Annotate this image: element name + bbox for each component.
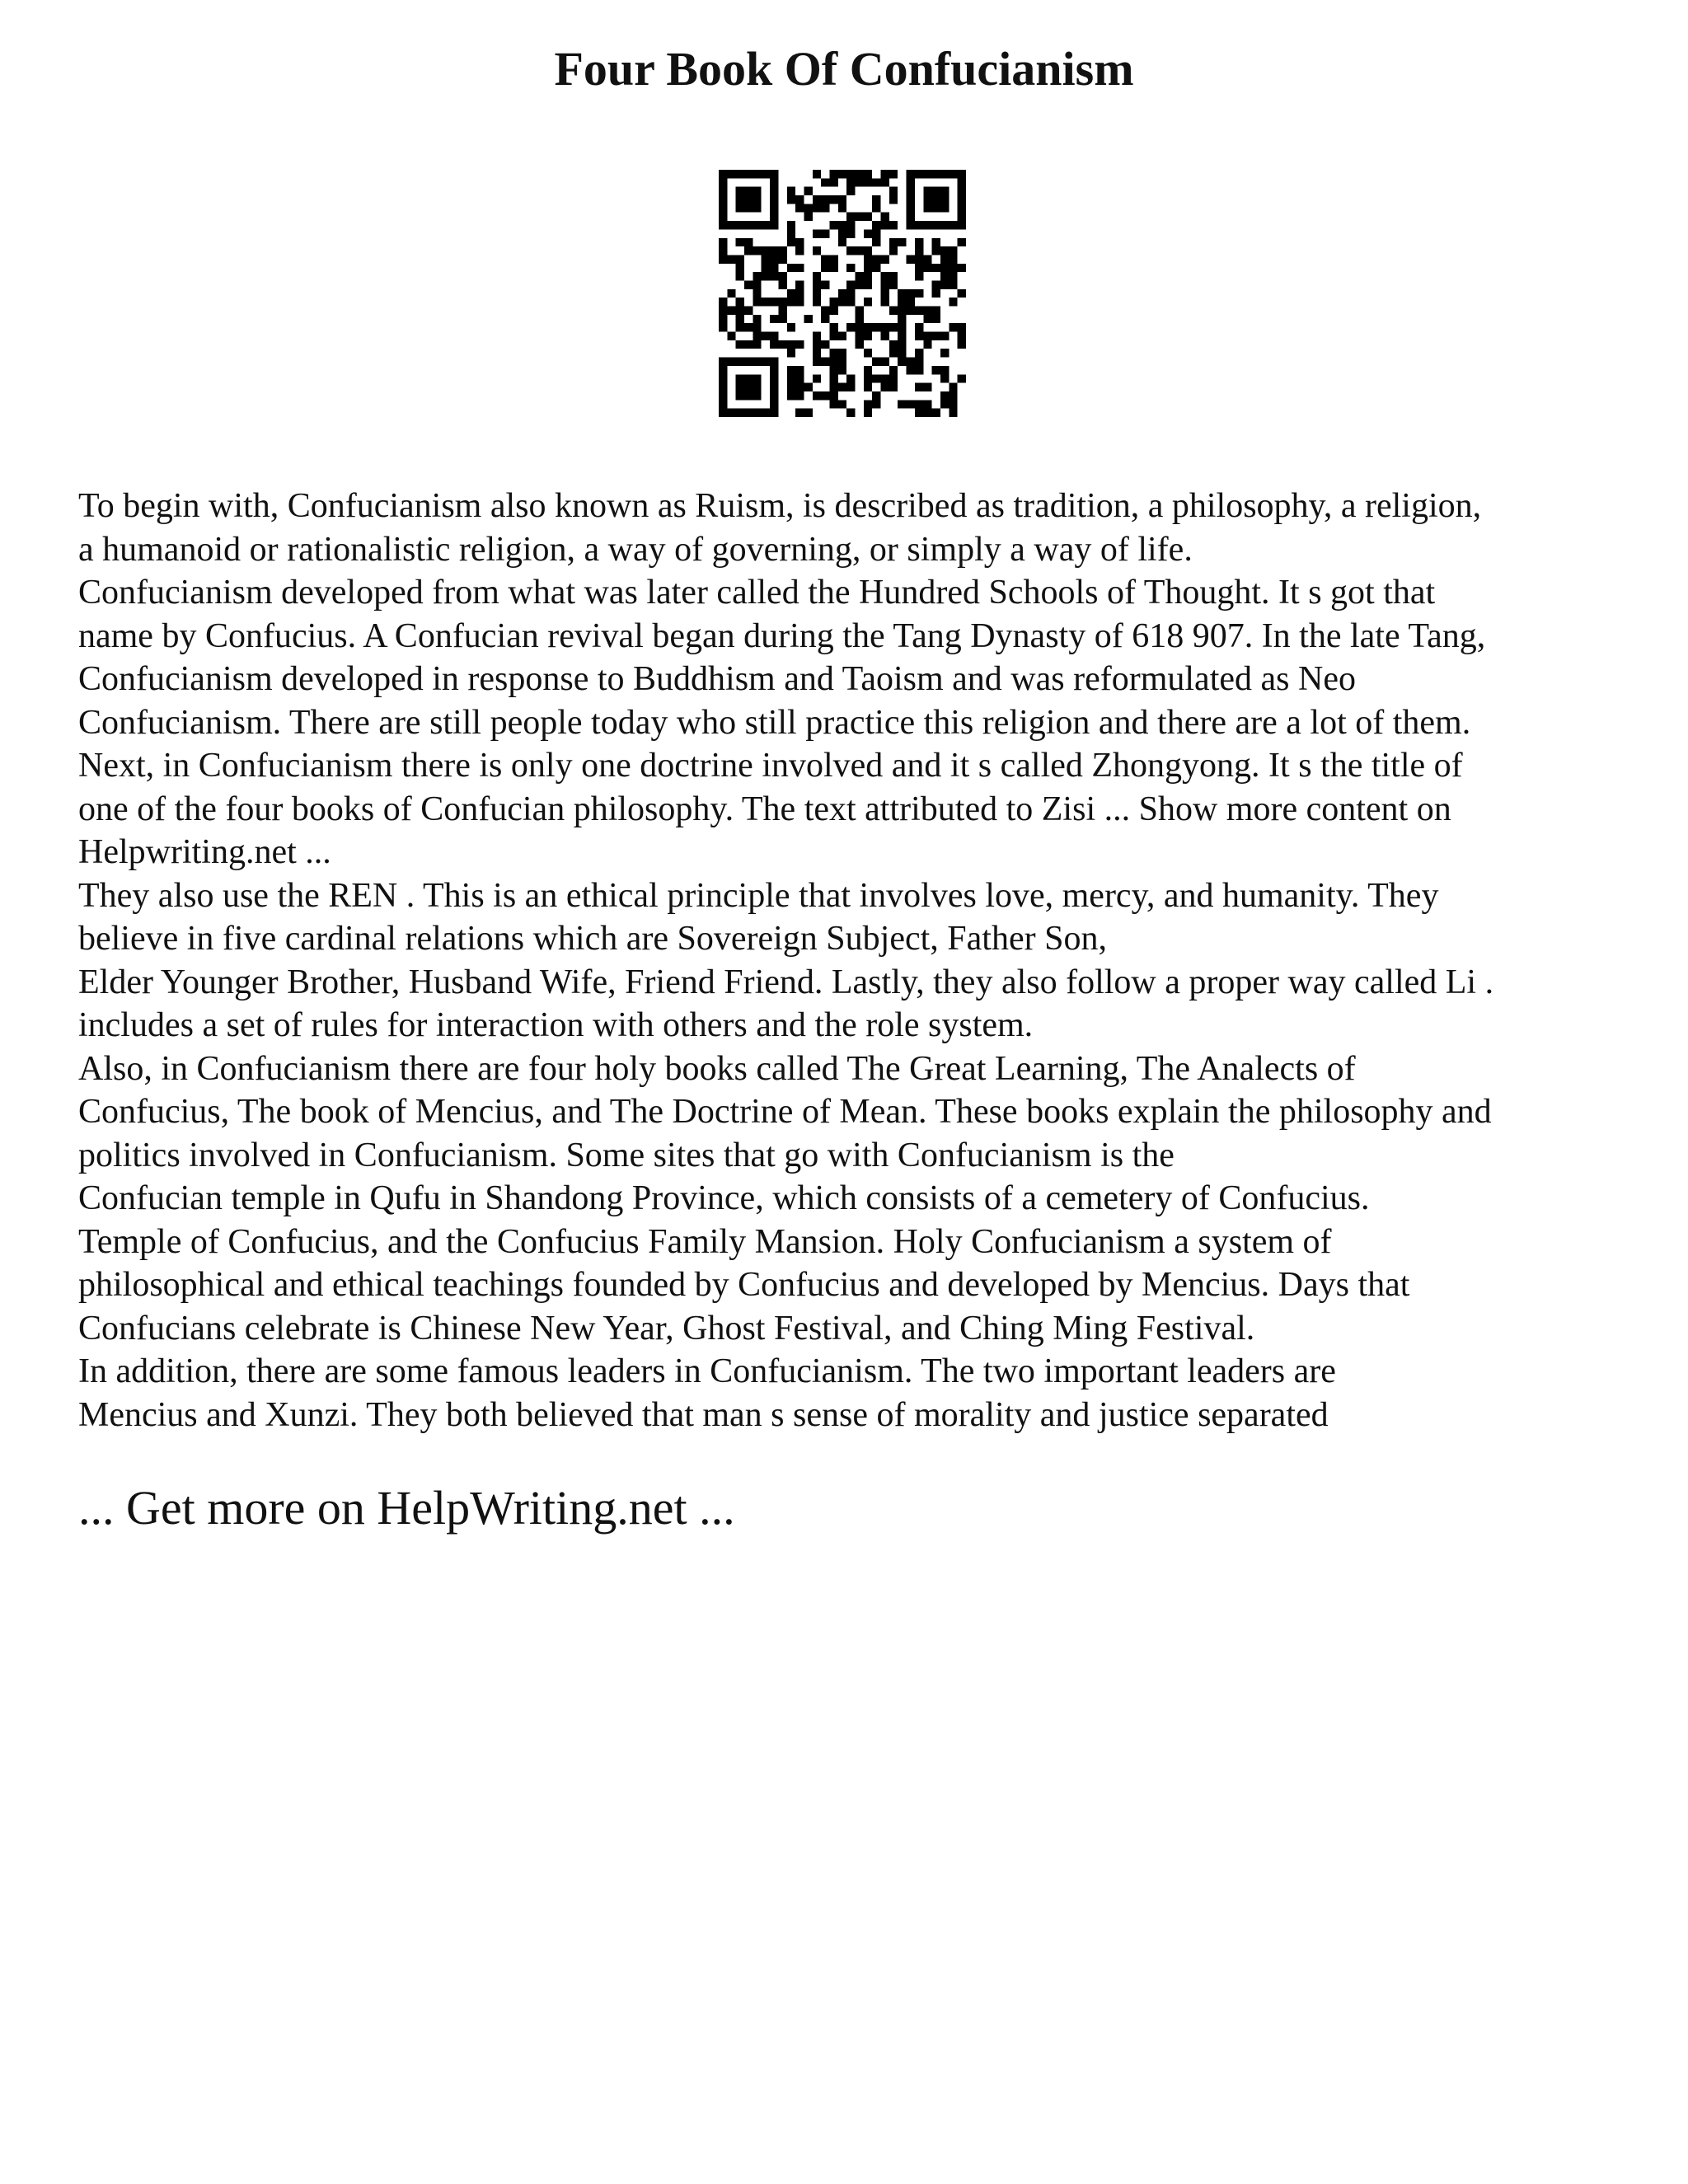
body-line: Confucianism developed in response to Buddhism and Taoism and was reformulated as Neo (78, 660, 1356, 698)
body-line: one of the four books of Confucian philosophy. The text attributed to Zisi ... Show more content on (78, 790, 1451, 828)
body-line: Confucianism. There are still people today who still practice this religion and there are a lot of them. (78, 703, 1471, 742)
body-line: a humanoid or rationalistic religion, a way of governing, or simply a way of life. (78, 530, 1193, 569)
body-line: They also use the REN . This is an ethical principle that involves love, mercy, and humanity. They (78, 876, 1439, 915)
body-line: Confucianism developed from what was later called the Hundred Schools of Thought. It s got that (78, 574, 1436, 612)
document-body (78, 485, 1636, 1436)
body-line: includes a set of rules for interaction with others and the role system. (78, 1006, 1034, 1044)
body-line: Also, in Confucianism there are four holy books called The Great Learning, The Analects of (78, 1049, 1356, 1088)
qr-code-icon (719, 170, 966, 417)
body-line: Helpwriting.net ... (78, 833, 331, 871)
body-line: Confucian temple in Qufu in Shandong Province, which consists of a cemetery of Confucius. (78, 1179, 1370, 1217)
document-title: Four Book Of Confucianism (554, 42, 1134, 96)
body-line: To begin with, Confucianism also known as Ruism, is described as tradition, a philosophy, a religion, (78, 487, 1482, 525)
body-line: believe in five cardinal relations which are Sovereign Subject, Father Son, (78, 920, 1107, 958)
body-line: philosophical and ethical teachings founded by Confucius and developed by Mencius. Days that (78, 1266, 1410, 1304)
body-line: name by Confucius. A Confucian revival began during the Tang Dynasty of 618 907. In the late Tang, (78, 616, 1486, 655)
qr-code-graphic (719, 170, 966, 417)
body-line: politics involved in Confucianism. Some sites that go with Confucianism is the (78, 1136, 1175, 1174)
get-more-link[interactable]: ... Get more on HelpWriting.net ... (78, 1481, 735, 1535)
body-line: Mencius and Xunzi. They both believed that man s sense of morality and justice separated (78, 1395, 1329, 1434)
body-line: Confucius, The book of Mencius, and The Doctrine of Mean. These books explain the philosophy and (78, 1093, 1492, 1131)
body-line: In addition, there are some famous leaders in Confucianism. The two important leaders are (78, 1352, 1336, 1390)
body-line: Confucians celebrate is Chinese New Year, Ghost Festival, and Ching Ming Festival. (78, 1309, 1255, 1347)
body-line: Next, in Confucianism there is only one doctrine involved and it s called Zhongyong. It s the title of (78, 747, 1463, 785)
body-line: Temple of Confucius, and the Confucius Family Mansion. Holy Confucianism a system of (78, 1222, 1332, 1261)
body-line: Elder Younger Brother, Husband Wife, Friend Friend. Lastly, they also follow a proper way called Li . (78, 963, 1494, 1001)
